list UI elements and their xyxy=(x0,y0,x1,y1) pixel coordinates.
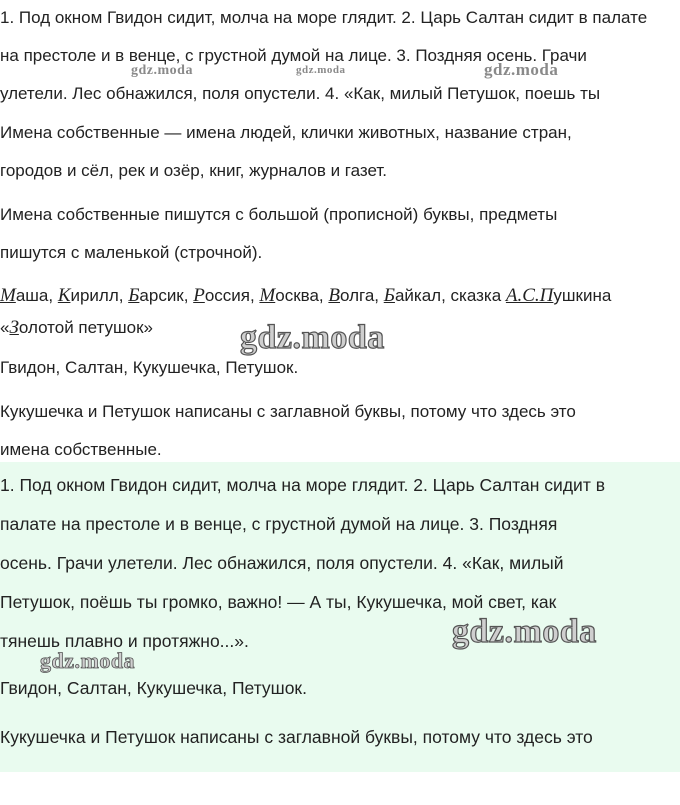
capital-letter: А.С.П xyxy=(505,285,554,306)
exercise-text-1 xyxy=(0,0,680,113)
text-line: имена собственные. xyxy=(0,440,162,459)
capital-letter: Б xyxy=(128,285,140,306)
capital-letter: М xyxy=(0,285,16,306)
word-rest: оссия, xyxy=(204,286,260,305)
watermark-logo: gdz.moda xyxy=(131,63,193,78)
word-rest: арсик, xyxy=(139,286,194,305)
watermark-logo: gdz.moda xyxy=(240,319,385,356)
explanation-text xyxy=(0,393,680,469)
watermark-logo: gdz.moda xyxy=(452,613,597,650)
word-rest: айкал, сказка xyxy=(394,286,506,305)
answer-line: осень. Грачи улетели. Лес обнажился, поля опустели. 4. «Как, милый xyxy=(0,553,564,573)
text-line: Имена собственные пишутся с большой (прописной) буквы, предметы xyxy=(0,205,558,224)
watermark-logo: gdz.moda xyxy=(40,648,136,673)
text-line: 1. Под окном Гвидон сидит, молча на море глядит. 2. Царь Салтан сидит в палате xyxy=(0,8,648,27)
text-line: улетели. Лес обнажился, поля опустели. 4. «Как, милый Петушок, поешь ты xyxy=(0,84,601,103)
quote-open: « xyxy=(0,318,10,337)
capital-letter: З xyxy=(9,317,19,338)
text-line: городов и сёл, рек и озёр, книг, журналов и газет. xyxy=(0,161,387,180)
watermark-logo: gdz.moda xyxy=(484,60,559,79)
capital-letter: К xyxy=(57,285,71,306)
word-rest: осква, xyxy=(275,286,329,305)
watermark-logo: gdz.moda xyxy=(296,64,346,76)
answer-line: тянешь плавно и протяжно...». xyxy=(0,631,249,651)
text-line: на престоле и в венце, с грустной думой на лице. 3. Поздняя осень. Грачи xyxy=(0,46,587,65)
text-line: Кукушечка и Петушок написаны с заглавной буквы, потому что здесь это xyxy=(0,402,576,421)
word-rest: олга, xyxy=(340,286,384,305)
word-rest: аша, xyxy=(15,286,58,305)
answer-line: 1. Под окном Гвидон сидит, молча на море глядит. 2. Царь Салтан сидит в xyxy=(0,475,605,495)
text-line: Гвидон, Салтан, Кукушечка, Петушок. xyxy=(0,358,299,377)
definition-text xyxy=(0,114,680,190)
text-line: пишутся с маленькой (строчной). xyxy=(0,243,263,262)
answer-line: палате на престоле и в венце, с грустной думой на лице. 3. Поздняя xyxy=(0,514,558,534)
capital-letter: М xyxy=(259,285,276,306)
word-rest: ушкина xyxy=(553,286,612,305)
rule-text xyxy=(0,196,680,272)
word-rest: ирилл, xyxy=(70,286,129,305)
answer-line: Кукушечка и Петушок написаны с заглавной буквы, потому что здесь это xyxy=(0,727,593,747)
capital-letter: Р xyxy=(193,285,205,306)
capital-letter: В xyxy=(328,285,340,306)
capital-letter: Б xyxy=(383,285,395,306)
word-rest: олотой петушок» xyxy=(18,318,153,337)
answer-line: Петушок, поёшь ты громко, важно! — А ты, Кукушечка, мой свет, как xyxy=(0,592,557,612)
answer-line: Гвидон, Салтан, Кукушечка, Петушок. xyxy=(0,678,307,698)
text-line: Имена собственные — имена людей, клички животных, название стран, xyxy=(0,123,572,142)
